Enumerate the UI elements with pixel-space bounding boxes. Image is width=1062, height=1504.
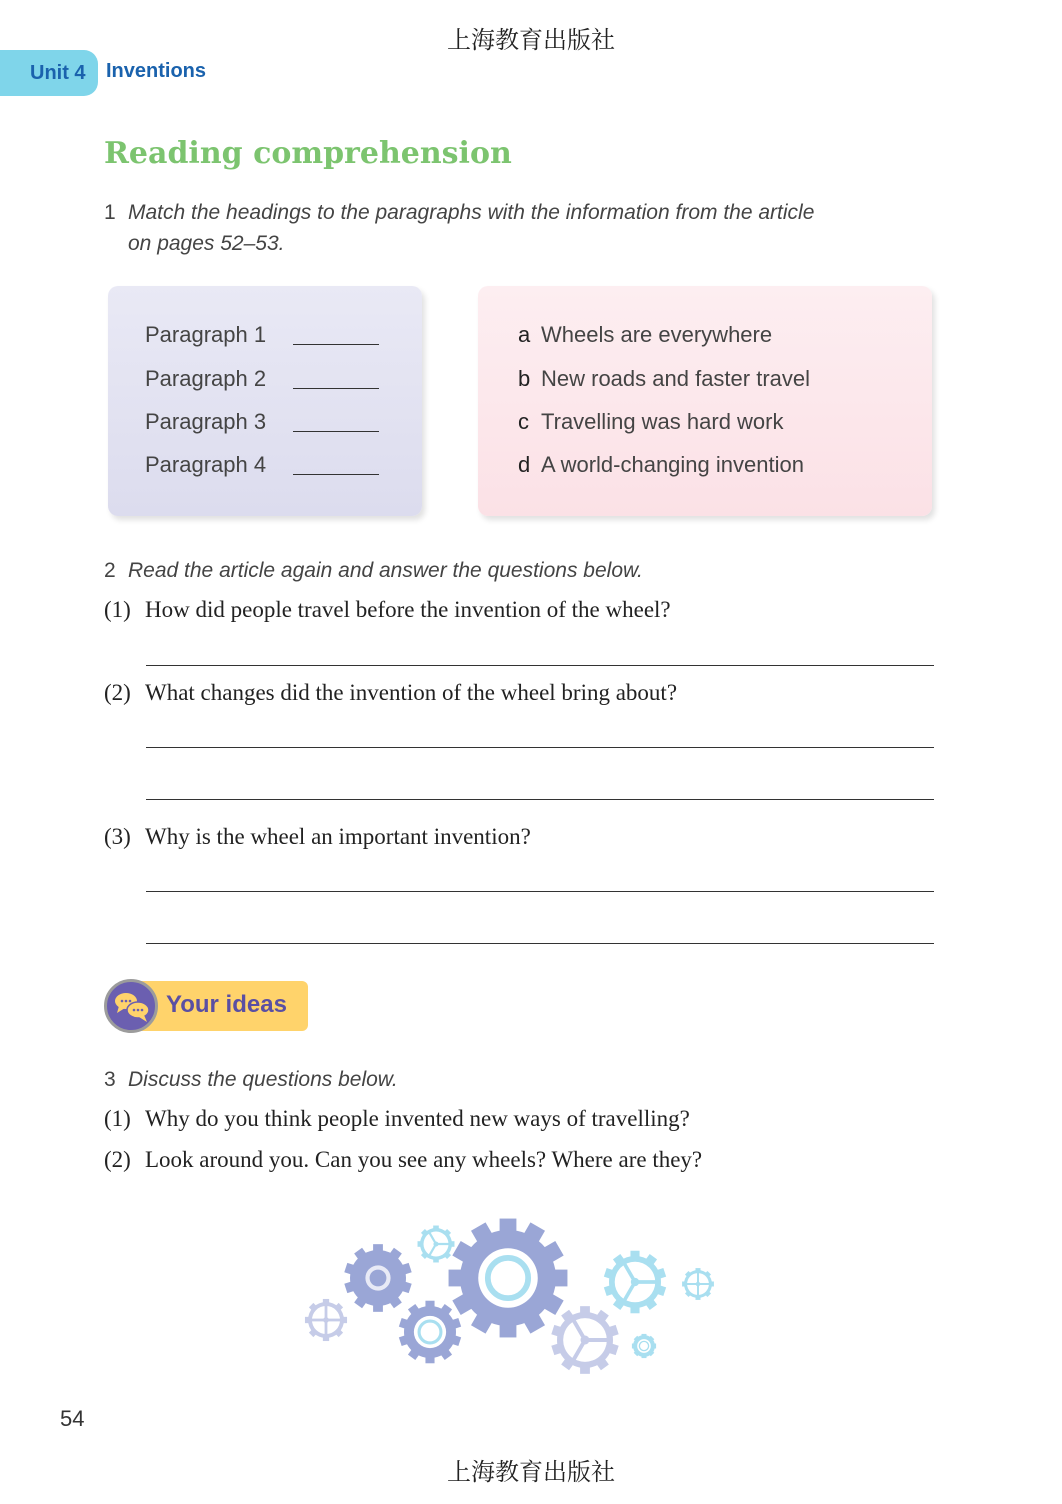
exercise3-instruction-text: Discuss the questions below.	[128, 1068, 398, 1091]
paragraph-row	[145, 452, 266, 478]
question-text: What changes did the invention of the wheel bring about?	[145, 680, 678, 705]
discussion-question	[104, 1147, 702, 1173]
paragraph-row	[145, 409, 266, 435]
gear-icon	[449, 1219, 568, 1338]
headings-box	[478, 286, 932, 516]
exercise2-instruction	[104, 555, 643, 586]
unit-label: Unit 4	[30, 61, 86, 84]
heading-text: A world-changing invention	[541, 452, 804, 477]
discussion-question	[104, 1106, 690, 1132]
question-text: Why do you think people invented new ways of travelling?	[145, 1106, 690, 1131]
heading-letter: b	[518, 366, 531, 391]
paragraph-label: Paragraph 1	[145, 322, 267, 347]
gear-icon	[399, 1301, 461, 1364]
question-number: (1)	[104, 597, 131, 622]
heading-row	[518, 322, 772, 348]
your-ideas-banner	[104, 979, 309, 1035]
question-number: (2)	[104, 680, 131, 705]
answer-blank[interactable]	[293, 322, 379, 345]
heading-row	[518, 366, 810, 392]
answer-line[interactable]	[146, 747, 934, 748]
heading-letter: a	[518, 322, 531, 347]
question-item	[104, 680, 677, 706]
heading-text: Wheels are everywhere	[541, 322, 773, 347]
paragraph-label: Paragraph 2	[145, 366, 267, 391]
heading-row	[518, 452, 804, 478]
heading-row	[518, 409, 784, 435]
speech-bubbles-icon	[104, 979, 158, 1033]
page-number: 54	[60, 1406, 85, 1431]
paragraph-label: Paragraph 4	[145, 452, 267, 477]
gear-icon	[305, 1299, 347, 1341]
heading-text: New roads and faster travel	[541, 366, 811, 391]
question-text: Look around you. Can you see any wheels? Where are they?	[145, 1147, 703, 1172]
question-text: Why is the wheel an important invention?	[145, 824, 531, 849]
heading-text: Travelling was hard work	[541, 409, 784, 434]
answer-line[interactable]	[146, 943, 934, 944]
answer-line[interactable]	[146, 665, 934, 666]
gear-icon	[344, 1244, 411, 1312]
exercise1-instruction-line2: on pages 52–53.	[128, 232, 285, 255]
question-number: (3)	[104, 824, 131, 849]
exercise2-instruction-text: Read the article again and answer the questions below.	[128, 559, 643, 582]
paragraph-label: Paragraph 3	[145, 409, 267, 434]
publisher-watermark-top: 上海教育出版社	[447, 26, 615, 54]
paragraph-row	[145, 322, 266, 348]
question-text: How did people travel before the invention of the wheel?	[145, 597, 671, 622]
question-number: (1)	[104, 1106, 131, 1131]
paragraph-row	[145, 366, 266, 392]
paragraphs-box	[108, 286, 422, 516]
question-item	[104, 824, 531, 850]
gear-icon	[418, 1226, 455, 1263]
gear-icon	[632, 1334, 656, 1358]
unit-tab	[0, 50, 98, 96]
exercise1-instruction-line1: Match the headings to the paragraphs with the information from the article	[128, 201, 815, 224]
heading-letter: d	[518, 452, 531, 477]
unit-name: Inventions	[106, 60, 207, 82]
answer-line[interactable]	[146, 891, 934, 892]
exercise3-instruction	[104, 1064, 398, 1095]
answer-line[interactable]	[146, 799, 934, 800]
gear-icon	[551, 1306, 618, 1374]
exercise3-number: 3	[104, 1068, 116, 1091]
exercise1-instruction	[104, 197, 864, 259]
section-title: Reading comprehension	[104, 136, 512, 171]
question-item	[104, 597, 671, 623]
your-ideas-label: Your ideas	[166, 991, 287, 1018]
answer-blank[interactable]	[293, 366, 379, 389]
answer-blank[interactable]	[293, 452, 379, 475]
gear-icon	[682, 1268, 714, 1300]
heading-letter: c	[518, 409, 529, 434]
publisher-watermark-bottom: 上海教育出版社	[447, 1458, 615, 1486]
exercise1-number: 1	[104, 201, 116, 224]
answer-blank[interactable]	[293, 409, 379, 432]
gears-illustration	[290, 1210, 730, 1390]
question-number: (2)	[104, 1147, 131, 1172]
gear-icon	[604, 1251, 666, 1314]
exercise2-number: 2	[104, 559, 116, 582]
